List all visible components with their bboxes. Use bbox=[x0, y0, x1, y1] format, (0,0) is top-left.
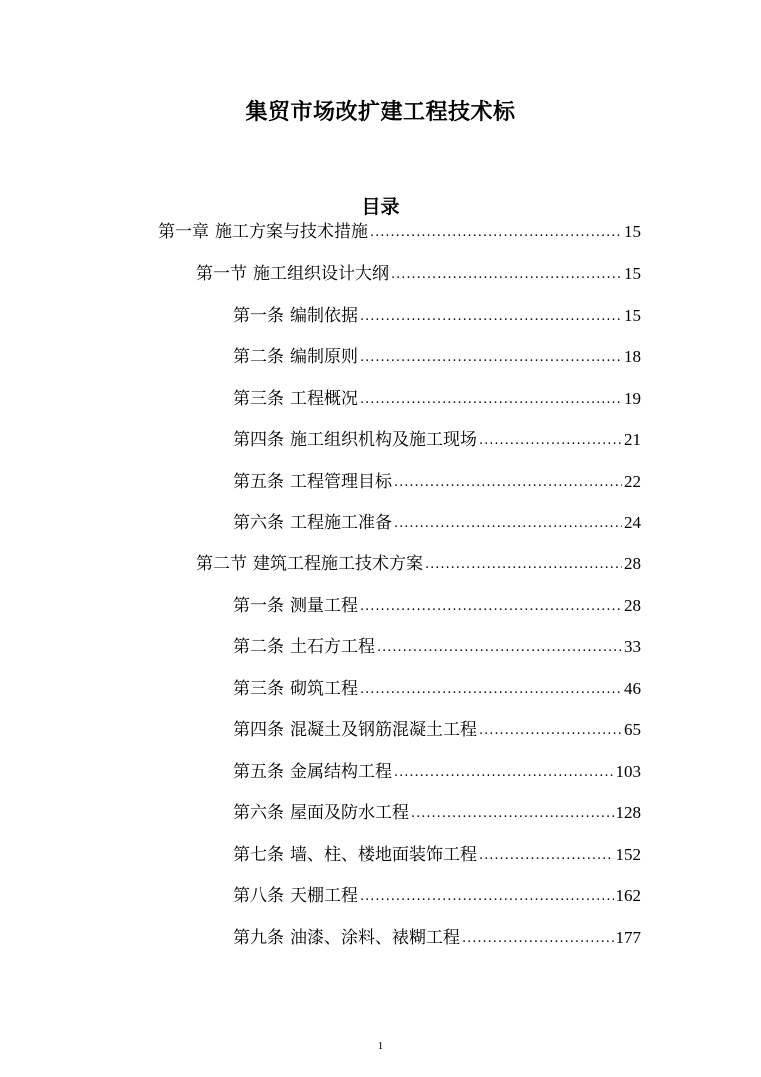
dot-leader bbox=[394, 515, 622, 533]
toc-entry-number: 第四条 bbox=[233, 720, 284, 740]
toc-entry-title: 施工组织设计大纲 bbox=[253, 264, 389, 284]
toc-entry-page: 18 bbox=[624, 347, 641, 366]
toc-entry-page: 28 bbox=[624, 554, 641, 573]
toc-entry-page: 177 bbox=[615, 928, 641, 947]
toc-entry-page: 19 bbox=[624, 389, 641, 408]
toc-entry-page: 46 bbox=[624, 679, 641, 698]
toc-entry-title: 工程施工准备 bbox=[290, 513, 392, 533]
toc-entry-article[interactable] bbox=[233, 633, 641, 657]
toc-entry-article[interactable] bbox=[233, 509, 641, 533]
toc-entry-article[interactable] bbox=[233, 385, 641, 409]
dot-leader bbox=[360, 308, 622, 326]
dot-leader bbox=[360, 888, 614, 906]
toc-entry-title: 施工方案与技术措施 bbox=[215, 222, 368, 242]
toc-entry-number: 第八条 bbox=[233, 886, 284, 906]
dot-leader bbox=[411, 805, 614, 823]
toc-entry-page: 33 bbox=[624, 637, 641, 656]
toc-entry-article[interactable] bbox=[233, 924, 641, 948]
toc-entry-article[interactable] bbox=[233, 882, 641, 906]
toc-entry-page: 21 bbox=[624, 430, 641, 449]
toc-entry-page: 15 bbox=[624, 306, 641, 325]
toc-entry-section-1[interactable] bbox=[196, 260, 641, 284]
toc-entry-number: 第六条 bbox=[233, 513, 284, 533]
dot-leader bbox=[394, 764, 614, 782]
toc-entry-page: 15 bbox=[624, 222, 641, 241]
toc-entry-article[interactable] bbox=[233, 468, 641, 492]
toc-entry-title: 测量工程 bbox=[290, 596, 358, 616]
toc-entry-number: 第七条 bbox=[233, 845, 284, 865]
toc-entry-number: 第三条 bbox=[233, 389, 284, 409]
toc-entry-article[interactable] bbox=[233, 592, 641, 616]
dot-leader bbox=[479, 722, 622, 740]
toc-entry-section-2[interactable] bbox=[196, 550, 641, 574]
toc-entry-article[interactable] bbox=[233, 799, 641, 823]
toc-entry-title: 施工组织机构及施工现场 bbox=[290, 430, 477, 450]
toc-entry-number: 第一条 bbox=[233, 306, 284, 326]
toc-heading: 目录 bbox=[361, 196, 400, 218]
dot-leader bbox=[479, 432, 622, 450]
toc-entry-page: 128 bbox=[615, 803, 641, 822]
toc-entry-title: 屋面及防水工程 bbox=[290, 803, 409, 823]
dot-leader bbox=[479, 847, 614, 865]
dot-leader bbox=[377, 639, 622, 657]
toc-entry-page: 103 bbox=[615, 762, 641, 781]
toc-entry-number: 第五条 bbox=[233, 472, 284, 492]
toc-entry-number: 第二条 bbox=[233, 637, 284, 657]
toc-entry-title: 天棚工程 bbox=[290, 886, 358, 906]
toc-entry-title: 工程管理目标 bbox=[290, 472, 392, 492]
dot-leader bbox=[370, 224, 622, 242]
toc-entry-number: 第二节 bbox=[196, 554, 247, 574]
toc-entry-title: 墙、柱、楼地面装饰工程 bbox=[290, 845, 477, 865]
toc-entry-page: 28 bbox=[624, 596, 641, 615]
toc-entry-title: 金属结构工程 bbox=[290, 762, 392, 782]
toc-entry-page: 162 bbox=[615, 886, 641, 905]
toc-entry-article[interactable] bbox=[233, 675, 641, 699]
toc-entry-number: 第五条 bbox=[233, 762, 284, 782]
dot-leader bbox=[425, 556, 622, 574]
dot-leader bbox=[360, 349, 622, 367]
toc-entry-title: 编制原则 bbox=[290, 347, 358, 367]
dot-leader bbox=[462, 930, 614, 948]
toc-entry-page: 15 bbox=[624, 264, 641, 283]
toc-entry-title: 混凝土及钢筋混凝土工程 bbox=[290, 720, 477, 740]
toc-entry-title: 工程概况 bbox=[290, 389, 358, 409]
dot-leader bbox=[360, 391, 622, 409]
toc-entry-number: 第九条 bbox=[233, 928, 284, 948]
toc-entry-article[interactable] bbox=[233, 716, 641, 740]
toc-entry-chapter-1[interactable] bbox=[158, 218, 641, 242]
dot-leader bbox=[394, 474, 622, 492]
toc-entry-title: 土石方工程 bbox=[290, 637, 375, 657]
toc-entry-title: 砌筑工程 bbox=[290, 679, 358, 699]
toc-entry-page: 65 bbox=[624, 720, 641, 739]
toc-entry-article[interactable] bbox=[233, 758, 641, 782]
toc-entry-article[interactable] bbox=[233, 302, 641, 326]
document-title: 集贸市场改扩建工程技术标 bbox=[245, 100, 516, 125]
toc-entry-page: 24 bbox=[624, 513, 641, 532]
dot-leader bbox=[360, 681, 622, 699]
toc-entry-number: 第三条 bbox=[233, 679, 284, 699]
footer-page-number: 1 bbox=[377, 1040, 384, 1052]
toc-entry-page: 22 bbox=[624, 472, 641, 491]
dot-leader bbox=[360, 598, 622, 616]
toc-entry-article[interactable] bbox=[233, 343, 641, 367]
toc-entry-page: 152 bbox=[615, 845, 641, 864]
toc-entry-title: 油漆、涂料、裱糊工程 bbox=[290, 928, 460, 948]
toc-entry-number: 第二条 bbox=[233, 347, 284, 367]
toc-entry-number: 第一节 bbox=[196, 264, 247, 284]
toc-entry-number: 第一条 bbox=[233, 596, 284, 616]
toc-entry-number: 第一章 bbox=[158, 222, 209, 242]
toc-entry-number: 第四条 bbox=[233, 430, 284, 450]
toc-entry-title: 建筑工程施工技术方案 bbox=[253, 554, 423, 574]
toc-entry-title: 编制依据 bbox=[290, 306, 358, 326]
toc-entry-article[interactable] bbox=[233, 426, 641, 450]
toc-entry-article[interactable] bbox=[233, 841, 641, 865]
dot-leader bbox=[391, 266, 622, 284]
toc-entry-number: 第六条 bbox=[233, 803, 284, 823]
